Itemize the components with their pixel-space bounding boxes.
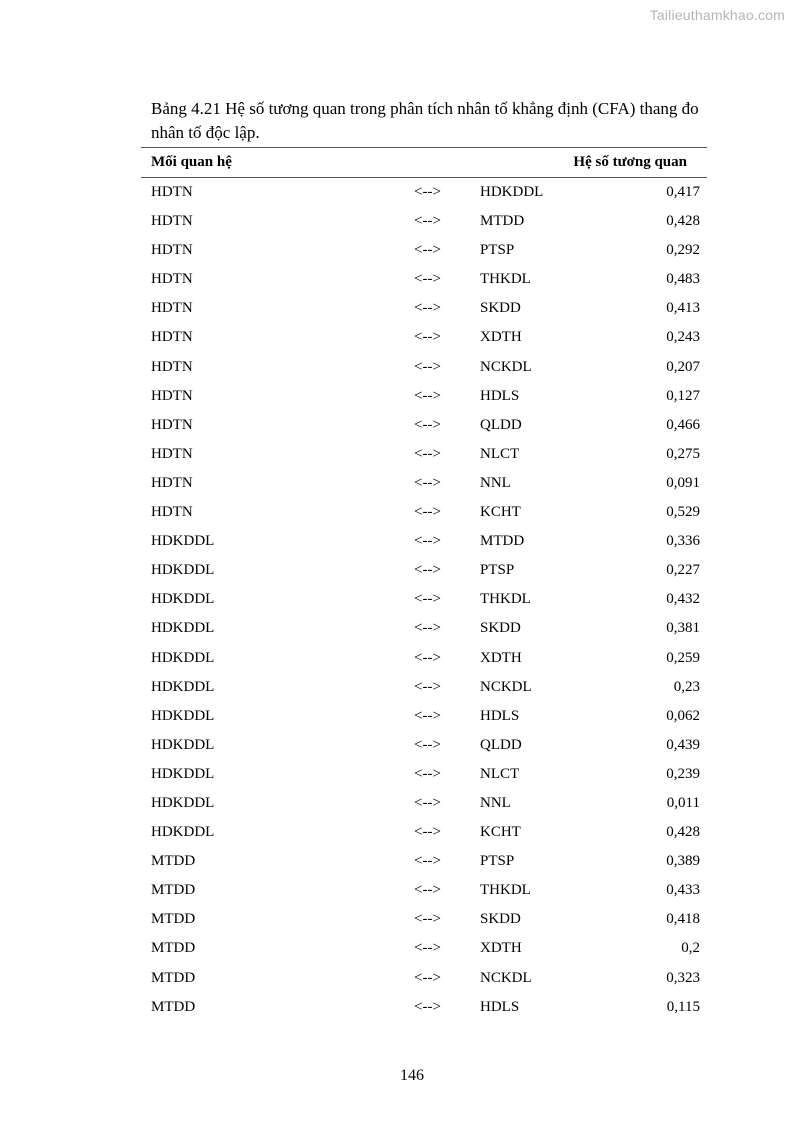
table-row [141,294,707,323]
factor-b-cell: QLDD [480,416,522,433]
factor-b-cell: KCHT [480,824,521,841]
table-row [141,934,707,963]
table-row [141,236,707,265]
table-row [141,556,707,585]
table-row [141,207,707,236]
table-row [141,469,707,498]
factor-b-cell: THKDL [480,591,531,608]
watermark-text: Tailieuthamkhao.com [649,7,785,23]
relation-symbol-cell: <--> [414,969,441,986]
table-row [141,876,707,905]
coefficient-cell: 0,227 [666,562,700,579]
table-row [141,382,707,411]
table-row [141,585,707,614]
coefficient-cell: 0,529 [666,504,700,521]
coefficient-cell: 0,323 [666,969,700,986]
relation-symbol-cell: <--> [414,620,441,637]
coefficient-cell: 0,207 [666,358,700,375]
relation-symbol-cell: <--> [414,882,441,899]
factor-a-cell: HDTN [151,416,193,433]
relation-symbol-cell: <--> [414,445,441,462]
factor-a-cell: HDKDDL [151,591,215,608]
coefficient-cell: 0,127 [666,387,700,404]
factor-a-cell: MTDD [151,940,196,957]
table-row [141,411,707,440]
coefficient-cell: 0,432 [666,591,700,608]
factor-b-cell: NCKDL [480,969,532,986]
factor-b-cell: NCKDL [480,678,532,695]
coefficient-cell: 0,433 [666,882,700,899]
factor-b-cell: NCKDL [480,358,532,375]
factor-b-cell: HDKDDL [480,184,544,200]
relation-symbol-cell: <--> [414,533,441,550]
factor-b-cell: KCHT [480,504,521,521]
factor-b-cell: XDTH [480,329,522,346]
factor-b-cell: SKDD [480,911,521,928]
relation-symbol-cell: <--> [414,649,441,666]
correlation-table [141,147,707,1022]
header-relation: Mối quan hệ [151,154,232,170]
coefficient-cell: 0,336 [666,533,700,550]
relation-symbol-cell: <--> [414,213,441,230]
table-row [141,905,707,934]
table-row [141,789,707,818]
coefficient-cell: 0,439 [666,736,700,753]
factor-b-cell: MTDD [480,533,525,550]
factor-a-cell: MTDD [151,969,196,986]
factor-a-cell: HDKDDL [151,794,215,811]
relation-symbol-cell: <--> [414,474,441,491]
factor-a-cell: HDKDDL [151,824,215,841]
coefficient-cell: 0,389 [666,853,700,870]
factor-a-cell: HDKDDL [151,736,215,753]
coefficient-cell: 0,23 [673,678,700,695]
relation-symbol-cell: <--> [414,678,441,695]
table-row [141,702,707,731]
factor-b-cell: NLCT [480,765,520,782]
factor-a-cell: MTDD [151,882,196,899]
factor-a-cell: HDTN [151,184,193,200]
table-row [141,353,707,382]
relation-symbol-cell: <--> [414,271,441,288]
factor-a-cell: HDTN [151,445,193,462]
factor-a-cell: MTDD [151,998,196,1015]
coefficient-cell: 0,115 [666,998,700,1015]
table-row [141,527,707,556]
factor-b-cell: THKDL [480,882,531,899]
table-row [141,847,707,876]
relation-symbol-cell: <--> [414,998,441,1015]
factor-a-cell: HDTN [151,300,193,317]
relation-symbol-cell: <--> [414,853,441,870]
relation-symbol-cell: <--> [414,329,441,346]
factor-b-cell: PTSP [480,562,515,579]
factor-a-cell: MTDD [151,853,196,870]
table-row [141,964,707,993]
table-caption: Bảng 4.21 Hệ số tương quan trong phân tích nhân tố khẳng định (CFA) thang đo nhân tố độc lập. [151,99,699,142]
table-body [141,178,707,1022]
factor-a-cell: HDTN [151,242,193,259]
coefficient-cell: 0,428 [666,824,700,841]
factor-b-cell: THKDL [480,271,531,288]
relation-symbol-cell: <--> [414,300,441,317]
table-row [141,440,707,469]
factor-a-cell: HDTN [151,329,193,346]
coefficient-cell: 0,259 [666,649,700,666]
factor-a-cell: HDKDDL [151,620,215,637]
relation-symbol-cell: <--> [414,562,441,579]
factor-b-cell: PTSP [480,853,515,870]
table-row [141,760,707,789]
table-row [141,673,707,702]
factor-b-cell: PTSP [480,242,515,259]
factor-a-cell: HDTN [151,358,193,375]
factor-b-cell: XDTH [480,940,522,957]
factor-b-cell: XDTH [480,649,522,666]
factor-b-cell: HDLS [480,707,520,724]
relation-symbol-cell: <--> [414,416,441,433]
factor-b-cell: NLCT [480,445,520,462]
coefficient-cell: 0,428 [666,213,700,230]
factor-a-cell: HDKDDL [151,562,215,579]
coefficient-cell: 0,381 [666,620,700,637]
coefficient-cell: 0,483 [666,271,700,288]
factor-a-cell: MTDD [151,911,196,928]
factor-a-cell: HDKDDL [151,533,215,550]
factor-b-cell: NNL [480,794,511,811]
header-coefficient: Hệ số tương quan [573,154,687,170]
factor-a-cell: HDKDDL [151,678,215,695]
coefficient-cell: 0,417 [666,184,700,200]
coefficient-cell: 0,466 [666,416,700,433]
page-number: 146 [400,1067,424,1084]
relation-symbol-cell: <--> [414,911,441,928]
relation-symbol-cell: <--> [414,387,441,404]
table-header [141,148,707,177]
coefficient-cell: 0,292 [666,242,700,259]
coefficient-cell: 0,239 [666,765,700,782]
coefficient-cell: 0,2 [681,940,700,957]
coefficient-cell: 0,062 [666,707,700,724]
coefficient-cell: 0,011 [666,794,700,811]
table-row [141,993,707,1022]
table-row [141,614,707,643]
table-row [141,731,707,760]
coefficient-cell: 0,413 [666,300,700,317]
coefficient-cell: 0,418 [666,911,700,928]
factor-a-cell: HDTN [151,474,193,491]
factor-b-cell: MTDD [480,213,525,230]
relation-symbol-cell: <--> [414,591,441,608]
relation-symbol-cell: <--> [414,707,441,724]
factor-a-cell: HDKDDL [151,707,215,724]
table-row [141,498,707,527]
factor-a-cell: HDKDDL [151,765,215,782]
relation-symbol-cell: <--> [414,940,441,957]
relation-symbol-cell: <--> [414,794,441,811]
coefficient-cell: 0,243 [666,329,700,346]
coefficient-cell: 0,275 [666,445,700,462]
factor-b-cell: HDLS [480,387,520,404]
table-row [141,818,707,847]
factor-a-cell: HDTN [151,387,193,404]
relation-symbol-cell: <--> [414,824,441,841]
factor-a-cell: HDTN [151,504,193,521]
table-row [141,323,707,352]
relation-symbol-cell: <--> [414,736,441,753]
factor-a-cell: HDTN [151,213,193,230]
table-row [141,644,707,673]
factor-b-cell: HDLS [480,998,520,1015]
factor-b-cell: QLDD [480,736,522,753]
factor-b-cell: SKDD [480,620,521,637]
coefficient-cell: 0,091 [666,474,700,491]
factor-a-cell: HDKDDL [151,649,215,666]
relation-symbol-cell: <--> [414,184,441,200]
relation-symbol-cell: <--> [414,765,441,782]
table-row [141,178,707,207]
factor-a-cell: HDTN [151,271,193,288]
factor-b-cell: SKDD [480,300,521,317]
relation-symbol-cell: <--> [414,504,441,521]
factor-b-cell: NNL [480,474,511,491]
table-row [141,265,707,294]
relation-symbol-cell: <--> [414,242,441,259]
relation-symbol-cell: <--> [414,358,441,375]
